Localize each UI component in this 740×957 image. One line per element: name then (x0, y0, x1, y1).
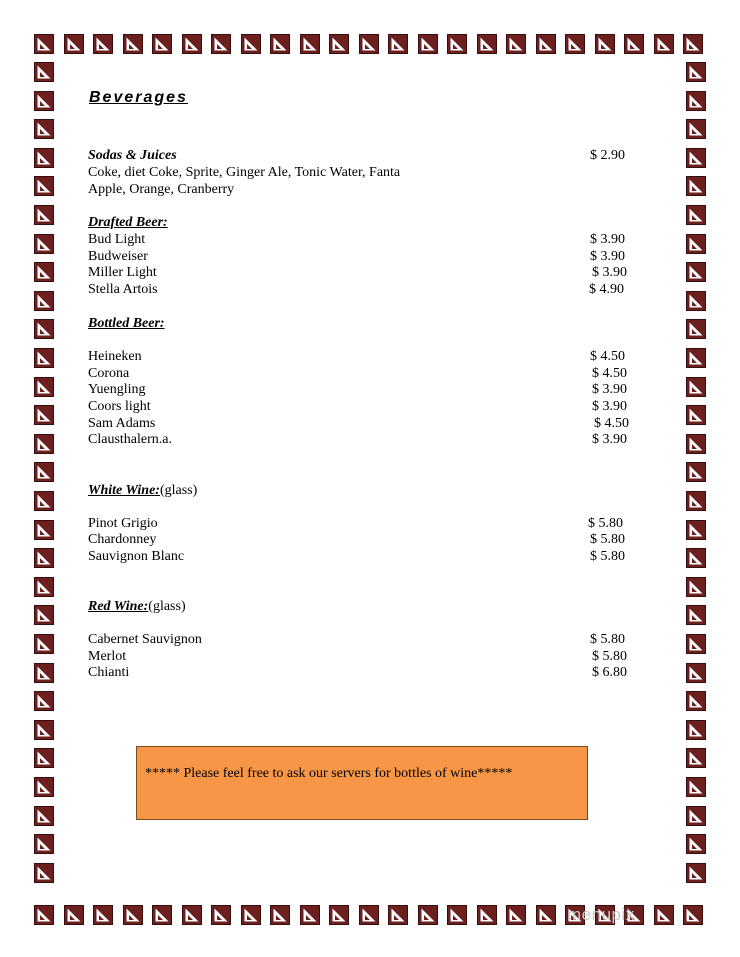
menu-item-name: Yuengling (88, 382, 146, 397)
border-tile (624, 34, 644, 54)
sodas-line-2: Apple, Orange, Cranberry (88, 182, 235, 197)
border-tile (34, 777, 54, 797)
section-heading-bottled-beer: Bottled Beer: (88, 316, 165, 331)
border-tile (686, 520, 706, 540)
border-tile (64, 34, 84, 54)
border-tile (34, 605, 54, 625)
menu-item-name: Budweiser (88, 249, 148, 264)
border-tile (300, 905, 320, 925)
border-tile (506, 905, 526, 925)
border-tile (34, 462, 54, 482)
border-tile (182, 34, 202, 54)
border-tile (536, 34, 556, 54)
border-tile (34, 663, 54, 683)
menu-item-price: $ 3.90 (592, 382, 627, 397)
border-tile (34, 548, 54, 568)
border-tile (686, 434, 706, 454)
border-tile (34, 119, 54, 139)
menu-item-name: Stella Artois (88, 282, 158, 297)
border-tile (34, 520, 54, 540)
border-tile (211, 905, 231, 925)
border-tile (686, 119, 706, 139)
border-tile (686, 234, 706, 254)
border-tile (686, 806, 706, 826)
menu-item-name: Pinot Grigio (88, 516, 158, 531)
border-tile (93, 34, 113, 54)
border-tile (686, 262, 706, 282)
menu-item-price: $ 4.90 (589, 282, 624, 297)
menu-item-price: $ 4.50 (590, 349, 625, 364)
border-tile (686, 748, 706, 768)
section-heading-drafted-beer: Drafted Beer: (88, 215, 168, 230)
border-tile (686, 62, 706, 82)
menu-item-name: Heineken (88, 349, 142, 364)
border-tile (329, 34, 349, 54)
border-tile (447, 905, 467, 925)
border-tile (686, 148, 706, 168)
section-heading-note: (glass) (159, 483, 198, 498)
menu-item-price: $ 6.80 (592, 665, 627, 680)
menu-item-price: $ 3.90 (590, 232, 625, 247)
border-tile (34, 834, 54, 854)
menu-item-name: Corona (88, 366, 130, 381)
border-tile (34, 434, 54, 454)
border-tile (34, 720, 54, 740)
border-tile (683, 905, 703, 925)
menu-item-price: $ 5.80 (590, 532, 625, 547)
border-tile (683, 34, 703, 54)
border-tile (359, 905, 379, 925)
border-tile (34, 62, 54, 82)
border-tile (686, 291, 706, 311)
border-tile (506, 34, 526, 54)
wine-bottles-notice (136, 746, 588, 820)
menu-item-name: Chardonney (88, 532, 157, 547)
border-tile (270, 905, 290, 925)
border-tile (34, 377, 54, 397)
border-tile (686, 863, 706, 883)
menu-item-name: Cabernet Sauvignon (88, 632, 202, 647)
menu-item-name: Chianti (88, 665, 130, 680)
border-tile (686, 834, 706, 854)
border-tile (686, 405, 706, 425)
border-tile (34, 148, 54, 168)
border-tile (477, 905, 497, 925)
price-sodas: $ 2.90 (590, 148, 625, 163)
border-tile (34, 205, 54, 225)
menu-item-price: $ 5.80 (590, 549, 625, 564)
border-tile (686, 634, 706, 654)
border-tile (34, 176, 54, 196)
border-tile (34, 634, 54, 654)
border-tile (686, 548, 706, 568)
border-tile (34, 491, 54, 511)
border-tile (686, 377, 706, 397)
border-tile (686, 577, 706, 597)
section-heading-sodas: Sodas & Juices (88, 148, 177, 163)
border-tile (152, 905, 172, 925)
menu-item-name: Miller Light (88, 265, 157, 280)
menu-item-name: Sauvignon Blanc (88, 549, 185, 564)
border-tile (686, 491, 706, 511)
menu-item-name: Merlot (88, 649, 127, 664)
section-heading-white-wine (88, 482, 197, 499)
border-tile (654, 34, 674, 54)
border-tile (595, 34, 615, 54)
border-tile (270, 34, 290, 54)
border-tile (34, 262, 54, 282)
border-tile (329, 905, 349, 925)
border-tile (447, 34, 467, 54)
border-tile (34, 34, 54, 54)
menu-item-price: $ 5.80 (592, 649, 627, 664)
border-tile (418, 34, 438, 54)
border-tile (34, 319, 54, 339)
border-tile (536, 905, 556, 925)
border-tile (686, 91, 706, 111)
border-tile (182, 905, 202, 925)
border-tile (686, 348, 706, 368)
border-tile (686, 720, 706, 740)
menu-item-price: $ 4.50 (594, 416, 629, 431)
section-heading-label: White Wine: (88, 483, 160, 498)
border-tile (64, 905, 84, 925)
border-tile (388, 905, 408, 925)
border-tile (34, 348, 54, 368)
menu-item-price: $ 3.90 (592, 432, 627, 447)
border-tile (565, 34, 585, 54)
border-tile (359, 34, 379, 54)
border-tile (388, 34, 408, 54)
menu-item-price: $ 4.50 (592, 366, 627, 381)
border-tile (686, 462, 706, 482)
menu-item-name: Bud Light (88, 232, 146, 247)
watermark: menupix (567, 905, 635, 924)
border-tile (686, 777, 706, 797)
notice-text: ***** Please feel free to ask our servers for bottles of wine***** (145, 766, 513, 781)
border-tile (34, 291, 54, 311)
border-tile (211, 34, 231, 54)
border-tile (686, 205, 706, 225)
menu-item-price: $ 3.90 (590, 249, 625, 264)
border-tile (34, 905, 54, 925)
border-tile (34, 806, 54, 826)
section-heading-note: (glass) (148, 599, 186, 614)
border-tile (34, 405, 54, 425)
border-tile (34, 748, 54, 768)
border-tile (241, 905, 261, 925)
menu-item-price: $ 3.90 (592, 265, 627, 280)
border-tile (686, 663, 706, 683)
border-tile (123, 34, 143, 54)
menu-item-price: $ 3.90 (592, 399, 627, 414)
section-heading-label: Red Wine: (88, 599, 149, 614)
border-tile (241, 34, 261, 54)
border-tile (93, 905, 113, 925)
border-tile (686, 605, 706, 625)
border-tile (686, 176, 706, 196)
menu-item-name: Coors light (88, 399, 151, 414)
menu-item-price: $ 5.80 (590, 632, 625, 647)
border-tile (123, 905, 143, 925)
border-tile (34, 863, 54, 883)
border-tile (654, 905, 674, 925)
sodas-line-1: Coke, diet Coke, Sprite, Ginger Ale, Tonic Water, Fanta (88, 165, 401, 180)
border-tile (34, 691, 54, 711)
section-heading-red-wine (88, 598, 186, 615)
border-tile (300, 34, 320, 54)
menu-item-name: Sam Adams (88, 416, 156, 431)
page-title: Beverages (89, 89, 188, 106)
menu-item-name: Clausthalern.a. (88, 432, 172, 447)
border-tile (418, 905, 438, 925)
border-tile (477, 34, 497, 54)
border-tile (34, 91, 54, 111)
border-tile (152, 34, 172, 54)
border-tile (34, 234, 54, 254)
menu-item-price: $ 5.80 (588, 516, 623, 531)
border-tile (686, 691, 706, 711)
border-tile (686, 319, 706, 339)
border-tile (34, 577, 54, 597)
